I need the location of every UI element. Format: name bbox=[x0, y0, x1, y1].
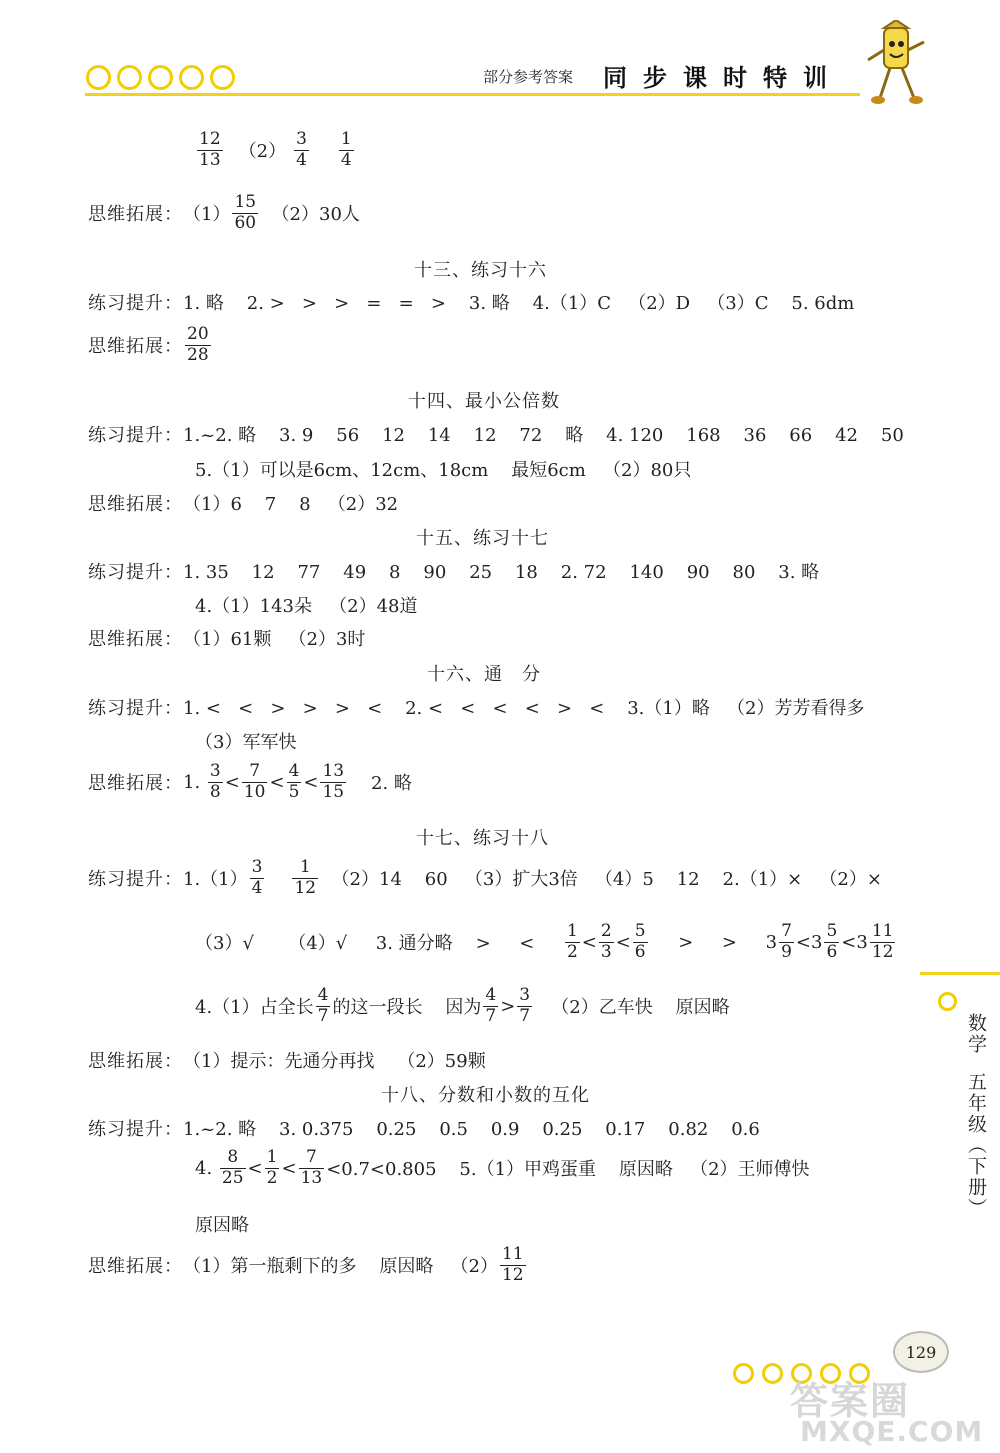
section-title: 十五、练习十七 bbox=[416, 528, 549, 549]
thinking-row bbox=[88, 625, 365, 651]
comparison-sign: > bbox=[500, 995, 516, 1017]
answer-text: （1） bbox=[183, 204, 231, 226]
circle-icon bbox=[86, 65, 111, 90]
comparison-sign: < bbox=[247, 1157, 263, 1179]
practice-label: 练习提升： bbox=[88, 293, 183, 314]
circle-icon bbox=[733, 1363, 754, 1384]
page-number: 129 bbox=[905, 1342, 937, 1362]
answer-text: （1）提示：先通分再找 （2）59颗 bbox=[183, 1051, 486, 1072]
comparison-sign: < bbox=[269, 771, 285, 793]
comparison-sign: < bbox=[303, 771, 319, 793]
thinking-row bbox=[88, 490, 398, 516]
practice-row bbox=[88, 421, 904, 447]
thinking-label: 思维拓展： bbox=[88, 629, 183, 650]
fraction: $\frac{11}{12}$ bbox=[501, 1244, 524, 1285]
circle-icon bbox=[148, 65, 173, 90]
answer-row bbox=[195, 986, 730, 1026]
answer-text: <0.7<0.805 5.（1）甲鸡蛋重 原因略 （2）王师傅快 bbox=[326, 1159, 810, 1181]
thinking-label: 思维拓展： bbox=[88, 336, 183, 358]
thinking-label: 思维拓展： bbox=[88, 494, 183, 515]
practice-label: 练习提升： bbox=[88, 1119, 183, 1140]
fraction: $\frac{7}{9}$ bbox=[781, 921, 792, 962]
thinking-row bbox=[88, 325, 213, 365]
answer-row bbox=[195, 130, 356, 170]
thinking-row bbox=[88, 762, 412, 802]
comparison-sign: < bbox=[615, 931, 631, 953]
page-number-badge bbox=[893, 1331, 949, 1373]
fraction: $\frac{15}{60}$ bbox=[234, 192, 257, 233]
thinking-label: 思维拓展： bbox=[88, 1256, 183, 1278]
fraction: $\frac{3}{8}$ bbox=[209, 761, 221, 802]
answer-text: 5.（1）可以是6cm、12cm、18cm 最短6cm （2）80只 bbox=[195, 460, 692, 481]
answer-row bbox=[195, 922, 897, 962]
answer-text: 原因略 bbox=[195, 1215, 249, 1236]
pencil-mascot-icon bbox=[862, 20, 932, 110]
header-reference-label: 部分参考答案 bbox=[483, 68, 574, 86]
fraction: $\frac{2}{3}$ bbox=[600, 921, 612, 962]
fraction: $\frac{4}{7}$ bbox=[485, 985, 497, 1026]
comparison-sign: < bbox=[281, 1157, 297, 1179]
answer-text: （2） bbox=[238, 141, 287, 163]
practice-row bbox=[88, 289, 854, 315]
section-title: 十六、通 分 bbox=[427, 664, 541, 685]
fraction: $\frac{3}{4}$ bbox=[251, 857, 263, 898]
header-decoration-circles bbox=[86, 65, 235, 90]
answer-text: 1.~2. 略 3. 0.375 0.25 0.5 0.9 0.25 0.17 0.82 0.6 bbox=[183, 1119, 760, 1140]
fraction: $\frac{13}{15}$ bbox=[322, 761, 345, 802]
fraction: $\frac{1}{2}$ bbox=[266, 1147, 278, 1188]
practice-label: 练习提升： bbox=[88, 562, 183, 583]
answer-text: > > bbox=[649, 931, 766, 953]
practice-row bbox=[88, 694, 864, 720]
answer-text: 4. bbox=[195, 1157, 218, 1179]
fraction: $\frac{5}{6}$ bbox=[826, 921, 838, 962]
comparison-sign: < bbox=[224, 771, 240, 793]
answer-text: （2）乙车快 原因略 bbox=[534, 997, 730, 1019]
answer-text: 3 bbox=[765, 931, 778, 953]
circle-icon bbox=[762, 1363, 783, 1384]
side-tab-subject: 数学 bbox=[965, 1013, 987, 1055]
thinking-label: 思维拓展： bbox=[88, 204, 183, 226]
answer-text: （3）√ （4）√ 3. 通分略 > < bbox=[195, 933, 563, 955]
circle-icon bbox=[117, 65, 142, 90]
thinking-row bbox=[88, 1245, 528, 1285]
section-title: 十三、练习十六 bbox=[414, 260, 547, 281]
section-title: 十八、分数和小数的互化 bbox=[381, 1085, 590, 1106]
comparison-sign: < bbox=[581, 931, 597, 953]
answer-text: （1）61颗 （2）3时 bbox=[183, 629, 366, 650]
watermark-logo: 答案圈 bbox=[790, 1379, 911, 1423]
answer-text: （2）14 60 （3）扩大3倍 （4）5 12 2.（1）× （2）× bbox=[320, 869, 882, 891]
header-rule bbox=[85, 93, 860, 96]
fraction: $\frac{8}{25}$ bbox=[221, 1147, 244, 1188]
answer-text: 1. 35 12 77 49 8 90 25 18 2. 72 140 90 80 3. 略 bbox=[183, 562, 820, 583]
thinking-row bbox=[88, 193, 360, 233]
practice-row bbox=[88, 858, 882, 898]
fraction: $\frac{7}{13}$ bbox=[300, 1147, 323, 1188]
side-tab-rule bbox=[920, 972, 1000, 975]
answer-text: 1. < < > > > < 2. < < < < > < 3.（1）略 （2）芳芳看得多 bbox=[183, 698, 865, 719]
watermark-url: MXQE.COM bbox=[800, 1415, 984, 1448]
fraction: $\frac{4}{7}$ bbox=[317, 985, 329, 1026]
answer-row bbox=[195, 1148, 810, 1188]
thinking-label: 思维拓展： bbox=[88, 1051, 183, 1072]
fraction: $\frac{1}{12}$ bbox=[294, 857, 317, 898]
fraction: $\frac{12}{13}$ bbox=[199, 129, 221, 170]
circle-icon bbox=[938, 992, 957, 1011]
answer-text: （3）军军快 bbox=[195, 732, 297, 753]
circle-icon bbox=[179, 65, 204, 90]
practice-row bbox=[88, 1115, 760, 1141]
fraction: $\frac{20}{28}$ bbox=[187, 324, 209, 365]
header-book-title: 同步课时特训 bbox=[603, 64, 843, 92]
thinking-row bbox=[88, 1047, 486, 1073]
fraction: $\frac{3}{7}$ bbox=[519, 985, 531, 1026]
circle-icon bbox=[210, 65, 235, 90]
fraction: $\frac{3}{4}$ bbox=[296, 129, 307, 170]
fraction: $\frac{1}{2}$ bbox=[566, 921, 578, 962]
answer-text: 1. bbox=[183, 771, 206, 793]
answer-text: <3 bbox=[841, 931, 868, 953]
answer-text: 1. 略 2. > > > = = > 3. 略 4.（1）C （2）D （3）C 5. 6dm bbox=[183, 293, 855, 314]
answer-text: 2. 略 bbox=[348, 773, 412, 795]
answer-text: 的这一段长 因为 bbox=[332, 997, 482, 1019]
answer-text: 1.（1） bbox=[183, 869, 248, 891]
answer-text: 4.（1）143朵 （2）48道 bbox=[195, 596, 418, 617]
practice-label: 练习提升： bbox=[88, 698, 183, 719]
section-title: 十四、最小公倍数 bbox=[408, 391, 560, 412]
answer-text: 4.（1）占全长 bbox=[195, 997, 314, 1019]
practice-label: 练习提升： bbox=[88, 425, 183, 446]
practice-row bbox=[88, 558, 819, 584]
thinking-label: 思维拓展： bbox=[88, 773, 183, 795]
section-title: 十七、练习十八 bbox=[416, 828, 549, 849]
answer-text: （1）6 7 8 （2）32 bbox=[183, 494, 399, 515]
practice-label: 练习提升： bbox=[88, 869, 183, 891]
answer-text: 1.~2. 略 3. 9 56 12 14 12 72 略 4. 120 168 36 66 42 50 bbox=[183, 425, 904, 446]
answer-text: <3 bbox=[795, 931, 823, 953]
side-tab-grade: 五年级（下册） bbox=[965, 1072, 987, 1219]
fraction: $\frac{7}{10}$ bbox=[243, 761, 266, 802]
fraction: $\frac{1}{4}$ bbox=[340, 129, 352, 170]
fraction: $\frac{11}{12}$ bbox=[871, 921, 894, 962]
fraction: $\frac{5}{6}$ bbox=[634, 921, 646, 962]
answer-text: （1）第一瓶剩下的多 原因略 （2） bbox=[183, 1256, 498, 1278]
answer-text: （2）30人 bbox=[260, 204, 360, 226]
fraction: $\frac{4}{5}$ bbox=[288, 761, 300, 802]
